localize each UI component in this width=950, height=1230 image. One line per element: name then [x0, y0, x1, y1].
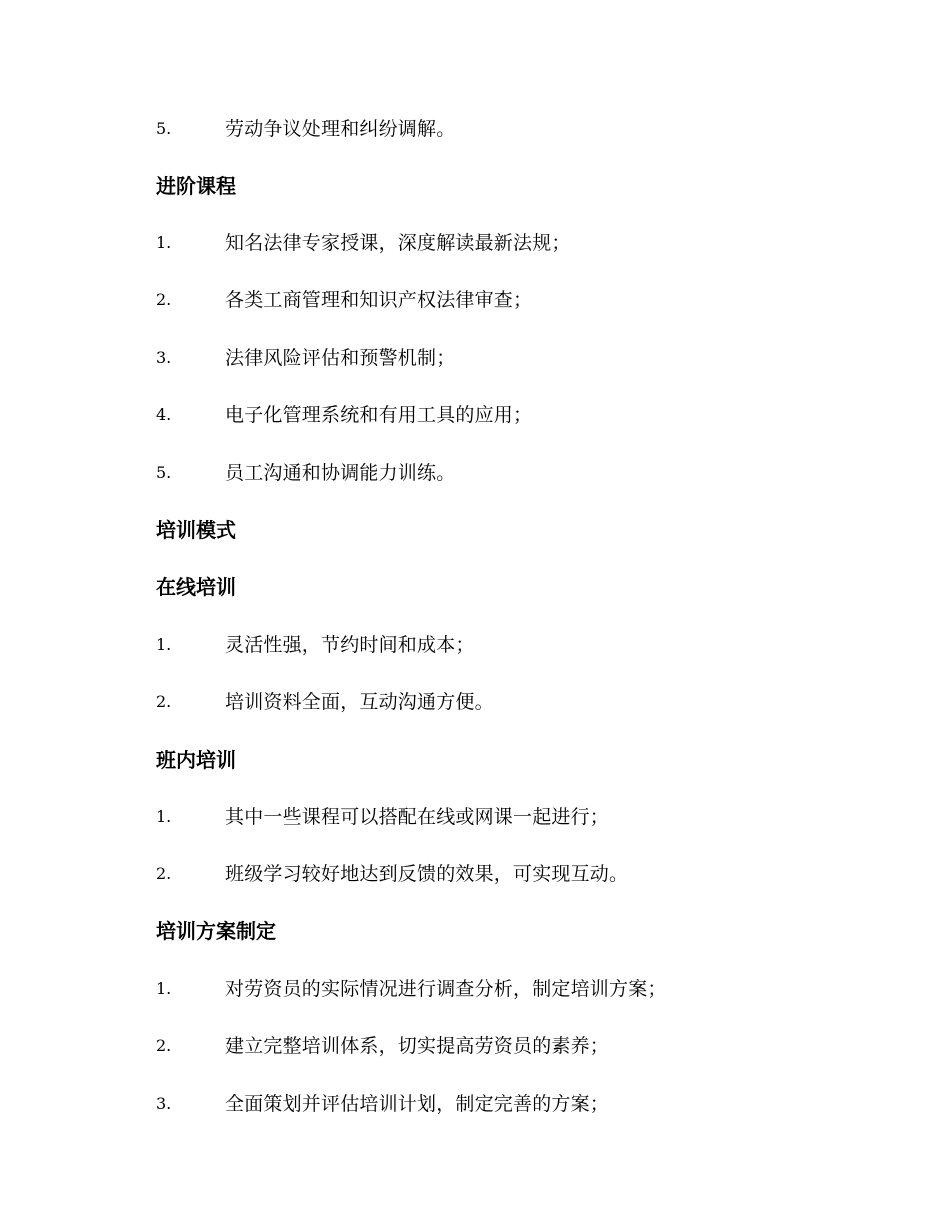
list-item	[156, 859, 856, 889]
list-number: 5.	[156, 119, 172, 138]
list-number: 4.	[156, 405, 172, 424]
section-heading-plan-making: 培训方案制定	[156, 919, 276, 943]
list-item	[156, 630, 856, 660]
list-text: 电子化管理系统和有用工具的应用；	[225, 404, 533, 426]
list-text: 其中一些课程可以搭配在线或网课一起进行；	[225, 806, 610, 828]
list-number: 1.	[156, 233, 172, 252]
list-number: 1.	[156, 807, 172, 826]
list-number: 1.	[156, 979, 172, 998]
list-text: 班级学习较好地达到反馈的效果，可实现互动。	[225, 863, 629, 885]
list-item	[156, 802, 856, 832]
list-text: 法律风险评估和预警机制；	[225, 347, 456, 369]
list-item	[156, 458, 856, 488]
list-item	[156, 343, 856, 373]
section-heading-training-modes: 培训模式	[156, 518, 236, 542]
list-text: 全面策划并评估培训计划，制定完善的方案；	[225, 1093, 610, 1115]
list-text: 建立完整培训体系，切实提高劳资员的素养；	[225, 1035, 610, 1057]
list-item	[156, 114, 856, 144]
section-heading-advanced-courses: 进阶课程	[156, 174, 236, 198]
subsection-heading-online-training: 在线培训	[156, 575, 236, 599]
list-number: 3.	[156, 348, 172, 367]
list-item	[156, 285, 856, 315]
list-number: 3.	[156, 1094, 172, 1113]
list-item	[156, 974, 856, 1004]
subsection-heading-class-training: 班内培训	[156, 748, 236, 772]
list-item	[156, 228, 856, 258]
list-number: 5.	[156, 463, 172, 482]
list-text: 劳动争议处理和纠纷调解。	[225, 118, 456, 140]
list-text: 灵活性强，节约时间和成本；	[225, 634, 475, 656]
list-item	[156, 1089, 856, 1119]
list-number: 2.	[156, 290, 172, 309]
list-text: 知名法律专家授课，深度解读最新法规；	[225, 232, 571, 254]
list-number: 2.	[156, 692, 172, 711]
list-item	[156, 687, 856, 717]
list-number: 2.	[156, 864, 172, 883]
list-text: 各类工商管理和知识产权法律审查；	[225, 289, 533, 311]
list-item	[156, 1031, 856, 1061]
list-number: 2.	[156, 1036, 172, 1055]
list-text: 对劳资员的实际情况进行调查分析，制定培训方案；	[225, 978, 667, 1000]
list-item	[156, 400, 856, 430]
list-text: 员工沟通和协调能力训练。	[225, 462, 456, 484]
list-number: 1.	[156, 635, 172, 654]
list-text: 培训资料全面，互动沟通方便。	[225, 691, 494, 713]
